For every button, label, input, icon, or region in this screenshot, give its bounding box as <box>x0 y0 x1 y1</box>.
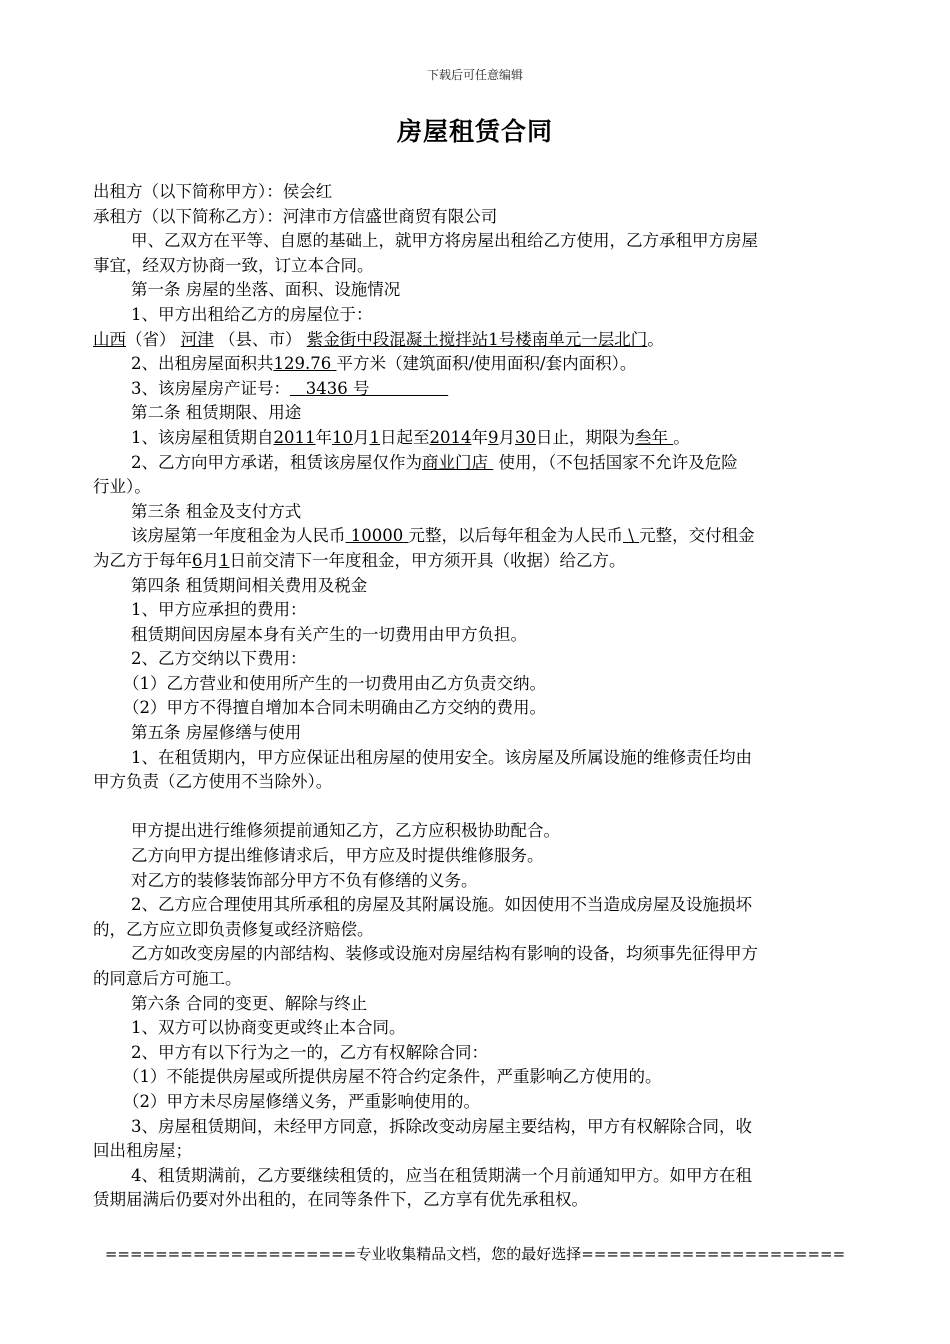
header-note: 下载后可任意编辑 <box>426 68 523 82</box>
use-prefix: 2、乙方向甲方承诺，租赁该房屋仅作为 <box>131 452 422 472</box>
province-label: （省） <box>126 329 176 349</box>
pay-prefix: 为乙方于每年 <box>93 550 192 570</box>
street-value: 紫金街中段混凝土搅拌站1号楼南单元一层北门 <box>306 329 648 349</box>
article2-item2-cont: 行业）。 <box>93 477 151 497</box>
article2-item2 <box>93 451 863 476</box>
article4-line: 2、乙方交纳以下费用： <box>131 649 307 669</box>
article1-item2 <box>93 352 863 377</box>
article6-heading: 第六条 合同的变更、解除与终止 <box>131 993 368 1013</box>
article1-item1: 1、甲方出租给乙方的房屋位于： <box>131 304 373 324</box>
county-value: 河津 <box>180 329 214 349</box>
article4-subline: （1）乙方营业和使用所产生的一切费用由乙方负责交纳。 <box>123 673 546 693</box>
rent-number: 10000 <box>350 526 404 546</box>
year-label: 年 <box>471 427 488 447</box>
area-number: 129.76 <box>273 354 332 374</box>
article5-line: 乙方向甲方提出维修请求后，甲方应及时提供维修服务。 <box>131 846 544 866</box>
pay-day: 1 <box>219 550 230 570</box>
county-label: （县、市） <box>219 329 302 349</box>
use-suffix: 使用，（不包括国家不允许及危险 <box>498 452 738 472</box>
article3-line2 <box>93 549 863 574</box>
later-rent-number: \ <box>628 526 634 546</box>
use-value <box>422 453 493 472</box>
article5-line: 对乙方的装修装饰部分甲方不负有修缮的义务。 <box>131 870 478 890</box>
rent-suffix: 元整，交付租金 <box>639 526 755 546</box>
article2-item1 <box>93 426 863 451</box>
article1-item3 <box>93 377 863 402</box>
term-prefix: 1、该房屋租赁期自 <box>131 427 274 447</box>
end-day: 30 <box>515 427 536 447</box>
start-day: 1 <box>369 427 380 447</box>
month-label: 月 <box>353 427 370 447</box>
cert-value <box>290 379 448 398</box>
lessee-name: 河津市方信盛世商贸有限公司 <box>282 206 498 226</box>
article5-item3-cont: 的同意后方可施工。 <box>93 969 242 988</box>
later-rent <box>623 526 639 545</box>
article5-heading: 第五条 房屋修缮与使用 <box>131 723 302 743</box>
area-suffix: 平方米（建筑面积/使用面积/套内面积）。 <box>336 354 637 374</box>
end-year: 2014 <box>429 427 472 447</box>
article5-item3: 乙方如改变房屋的内部结构、装修或设施对房屋结构有影响的设备，均须事先征得甲方 <box>131 944 758 964</box>
article5-item2-cont: 的，乙方应立即负责修复或经济赔偿。 <box>93 919 374 939</box>
term-value <box>635 428 673 447</box>
day-from-label: 日起至 <box>380 427 430 447</box>
article4-heading: 第四条 租赁期间相关费用及税金 <box>131 575 368 595</box>
lessor-line <box>93 180 863 205</box>
rent-prefix: 该房屋第一年度租金为人民币 <box>131 526 346 546</box>
lessee-label: 承租方（以下简称乙方）： <box>93 206 283 226</box>
article5-line: 甲方提出进行维修须提前通知乙方，乙方应积极协助配合。 <box>131 821 560 841</box>
article6-item1: 1、双方可以协商变更或终止本合同。 <box>131 1018 406 1038</box>
article4-subline: （2）甲方不得擅自增加本合同未明确由乙方交纳的费用。 <box>123 698 546 718</box>
lessor-label: 出租方（以下简称甲方）： <box>93 182 283 201</box>
address-line <box>93 328 863 353</box>
article6-item4: 4、租赁期满前，乙方要继续租赁的，应当在租赁期满一个月前通知甲方。如甲方在租 <box>131 1165 752 1185</box>
article3-heading: 第三条 租金及支付方式 <box>131 501 302 521</box>
end-month: 9 <box>488 427 499 447</box>
article6-item4-cont: 赁期届满后仍要对外出租的，在同等条件下，乙方享有优先承租权。 <box>93 1190 588 1210</box>
article5-item2: 2、乙方应合理使用其所承租的房屋及其附属设施。如因使用不当造成房屋及设施损坏 <box>131 895 752 915</box>
article5-item1-cont: 甲方负责（乙方使用不当除外）。 <box>93 772 333 792</box>
rent-mid: 元整，以后每年租金为人民币 <box>408 526 623 546</box>
article6-subline: （1）不能提供房屋或所提供房屋不符合约定条件，严重影响乙方使用的。 <box>123 1067 662 1087</box>
article6-item3: 3、房屋租赁期间，未经甲方同意，拆除改变动房屋主要结构，甲方有权解除合同，收 <box>131 1116 752 1136</box>
start-year: 2011 <box>273 427 316 447</box>
pay-month-label: 月 <box>202 550 219 570</box>
intro-line-1: 甲、乙双方在平等、自愿的基础上，就甲方将房屋出租给乙方使用，乙方承租甲方房屋 <box>131 231 758 251</box>
month-label: 月 <box>498 427 515 447</box>
article3-line1 <box>93 524 863 549</box>
footer-note: ====================专业收集精品文档，您的最好选择===================== <box>104 1245 846 1263</box>
intro-line-2: 事宜，经双方协商一致，订立本合同。 <box>93 255 374 275</box>
year-label: 年 <box>315 427 332 447</box>
cert-prefix: 3、该房屋房产证号： <box>131 378 290 398</box>
lessor-name: 侯会红 <box>282 182 333 201</box>
rent-amount <box>346 526 409 545</box>
article1-heading: 第一条 房屋的坐落、面积、设施情况 <box>131 280 401 300</box>
article6-item2: 2、甲方有以下行为之一的，乙方有权解除合同： <box>131 1042 488 1062</box>
article6-item3-cont: 回出租房屋； <box>93 1141 192 1161</box>
lessee-line <box>93 205 863 230</box>
area-prefix: 2、出租房屋面积共 <box>131 354 274 374</box>
start-month: 10 <box>332 427 353 447</box>
page-title: 房屋租赁合同 <box>396 117 553 146</box>
term-end: 。 <box>673 427 690 447</box>
use-text: 商业门店 <box>422 452 488 472</box>
blank-line <box>93 795 863 820</box>
article4-line: 租赁期间因房屋本身有关产生的一切费用由甲方负担。 <box>131 624 527 644</box>
term-number: 叁年 <box>635 427 668 447</box>
article5-item1: 1、在租赁期内，甲方应保证出租房屋的使用安全。该房屋及所属设施的维修责任均由 <box>131 747 752 767</box>
cert-number: 3436 号 <box>305 378 370 398</box>
pay-month: 6 <box>192 550 203 570</box>
contract-body <box>93 180 863 1213</box>
pay-suffix: 日前交清下一年度租金，甲方须开具（收据）给乙方。 <box>229 550 626 570</box>
article6-subline: （2）甲方未尽房屋修缮义务，严重影响使用的。 <box>123 1091 480 1111</box>
article2-heading: 第二条 租赁期限、用途 <box>131 403 302 423</box>
address-end: 。 <box>647 329 664 349</box>
province-value: 山西 <box>93 329 126 349</box>
article4-line: 1、甲方应承担的费用： <box>131 600 307 620</box>
area-value <box>274 354 337 373</box>
day-to-label: 日止，期限为 <box>536 427 635 447</box>
